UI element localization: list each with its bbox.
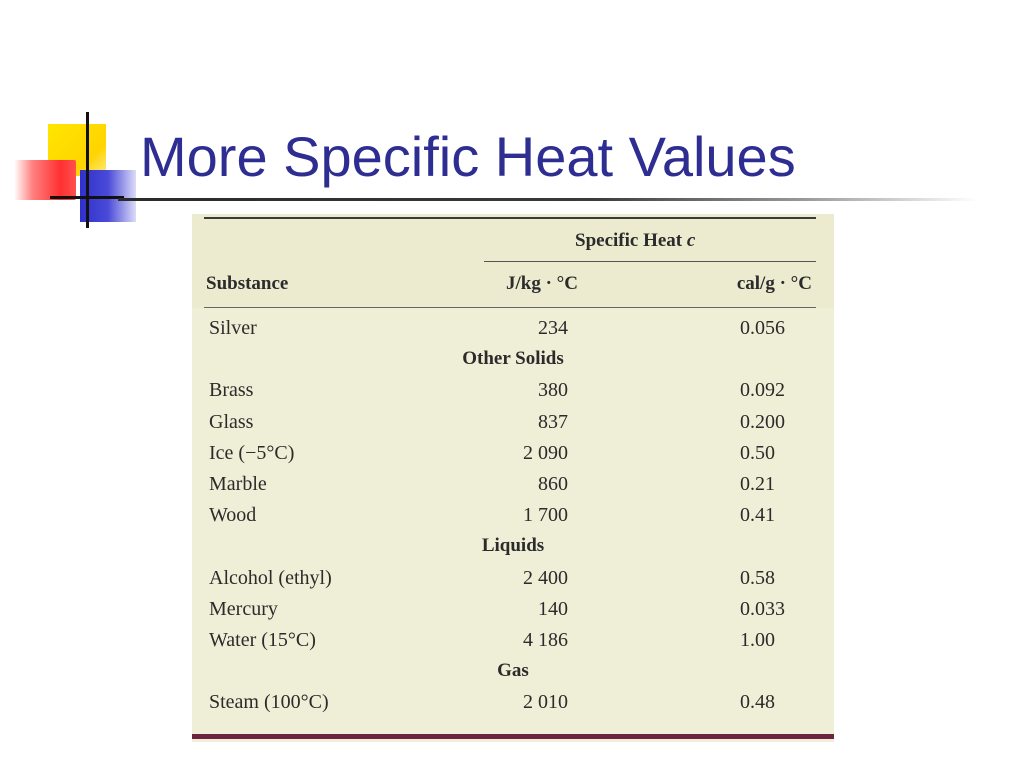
value-j-per-kg: 1 700 — [523, 504, 568, 527]
specific-heat-table — [192, 214, 834, 742]
substance-name: Marble — [209, 473, 267, 495]
value-cal-per-g: 0.41 — [740, 504, 775, 527]
value-cal-per-g: 0.200 — [740, 410, 785, 433]
value-j-per-kg: 380 — [538, 379, 568, 402]
header-specific-heat — [575, 230, 695, 252]
value-cal-per-g: 0.056 — [740, 317, 785, 339]
title-underline — [118, 198, 978, 201]
header-specific-heat-symbol: c — [686, 230, 696, 251]
header-specific-heat-label: Specific Heat — [575, 230, 687, 251]
substance-name: Wood — [209, 504, 257, 527]
group-label: Gas — [497, 660, 529, 682]
table-row — [192, 438, 834, 468]
substance-name: Glass — [209, 410, 254, 433]
table-row — [192, 594, 834, 624]
substance-name: Silver — [209, 317, 257, 339]
group-label: Liquids — [481, 535, 545, 557]
table-row — [192, 375, 834, 405]
logo-red-bar — [14, 160, 76, 200]
header-bottom-rule — [204, 307, 816, 308]
table-row — [192, 563, 834, 593]
logo-horizontal-line — [50, 196, 124, 199]
value-j-per-kg: 860 — [538, 473, 568, 495]
table-row — [192, 469, 834, 499]
table-row — [192, 625, 834, 655]
table-row — [192, 500, 834, 530]
value-j-per-kg: 2 010 — [523, 691, 568, 714]
value-j-per-kg: 837 — [538, 410, 568, 433]
substance-name: Ice (−5°C) — [209, 441, 295, 464]
value-cal-per-g: 0.50 — [740, 441, 775, 464]
table-row — [192, 313, 834, 343]
table-group-row — [192, 656, 834, 686]
logo-vertical-line — [86, 112, 89, 228]
substance-name: Brass — [209, 379, 254, 402]
table-row — [192, 407, 834, 437]
header-unit-si: J/kg · °C — [505, 273, 578, 294]
value-j-per-kg: 2 400 — [523, 566, 568, 589]
value-j-per-kg: 140 — [538, 597, 568, 620]
substance-name: Steam (100°C) — [209, 691, 329, 714]
value-j-per-kg: 234 — [538, 317, 568, 339]
header-unit-cal: cal/g · °C — [736, 273, 812, 294]
header-substance: Substance — [206, 273, 289, 294]
value-cal-per-g: 0.092 — [740, 379, 785, 402]
value-cal-per-g: 0.58 — [740, 566, 775, 589]
table-group-row — [192, 344, 834, 374]
value-j-per-kg: 4 186 — [523, 629, 568, 651]
value-cal-per-g: 0.21 — [740, 473, 775, 495]
substance-name: Alcohol (ethyl) — [209, 566, 332, 589]
value-cal-per-g: 1.00 — [740, 629, 775, 651]
substance-name: Mercury — [209, 597, 278, 620]
value-j-per-kg: 2 090 — [523, 441, 568, 464]
group-label: Other Solids — [462, 348, 564, 370]
table-group-row — [192, 531, 834, 561]
table-row — [192, 687, 834, 717]
substance-name: Water (15°C) — [209, 629, 316, 651]
value-cal-per-g: 0.033 — [740, 597, 785, 620]
header-group-rule — [484, 261, 816, 262]
value-cal-per-g: 0.48 — [740, 691, 775, 714]
slide-title: More Specific Heat Values — [140, 125, 796, 188]
table-bottom-rule — [192, 734, 834, 739]
table-top-rule — [204, 217, 816, 219]
